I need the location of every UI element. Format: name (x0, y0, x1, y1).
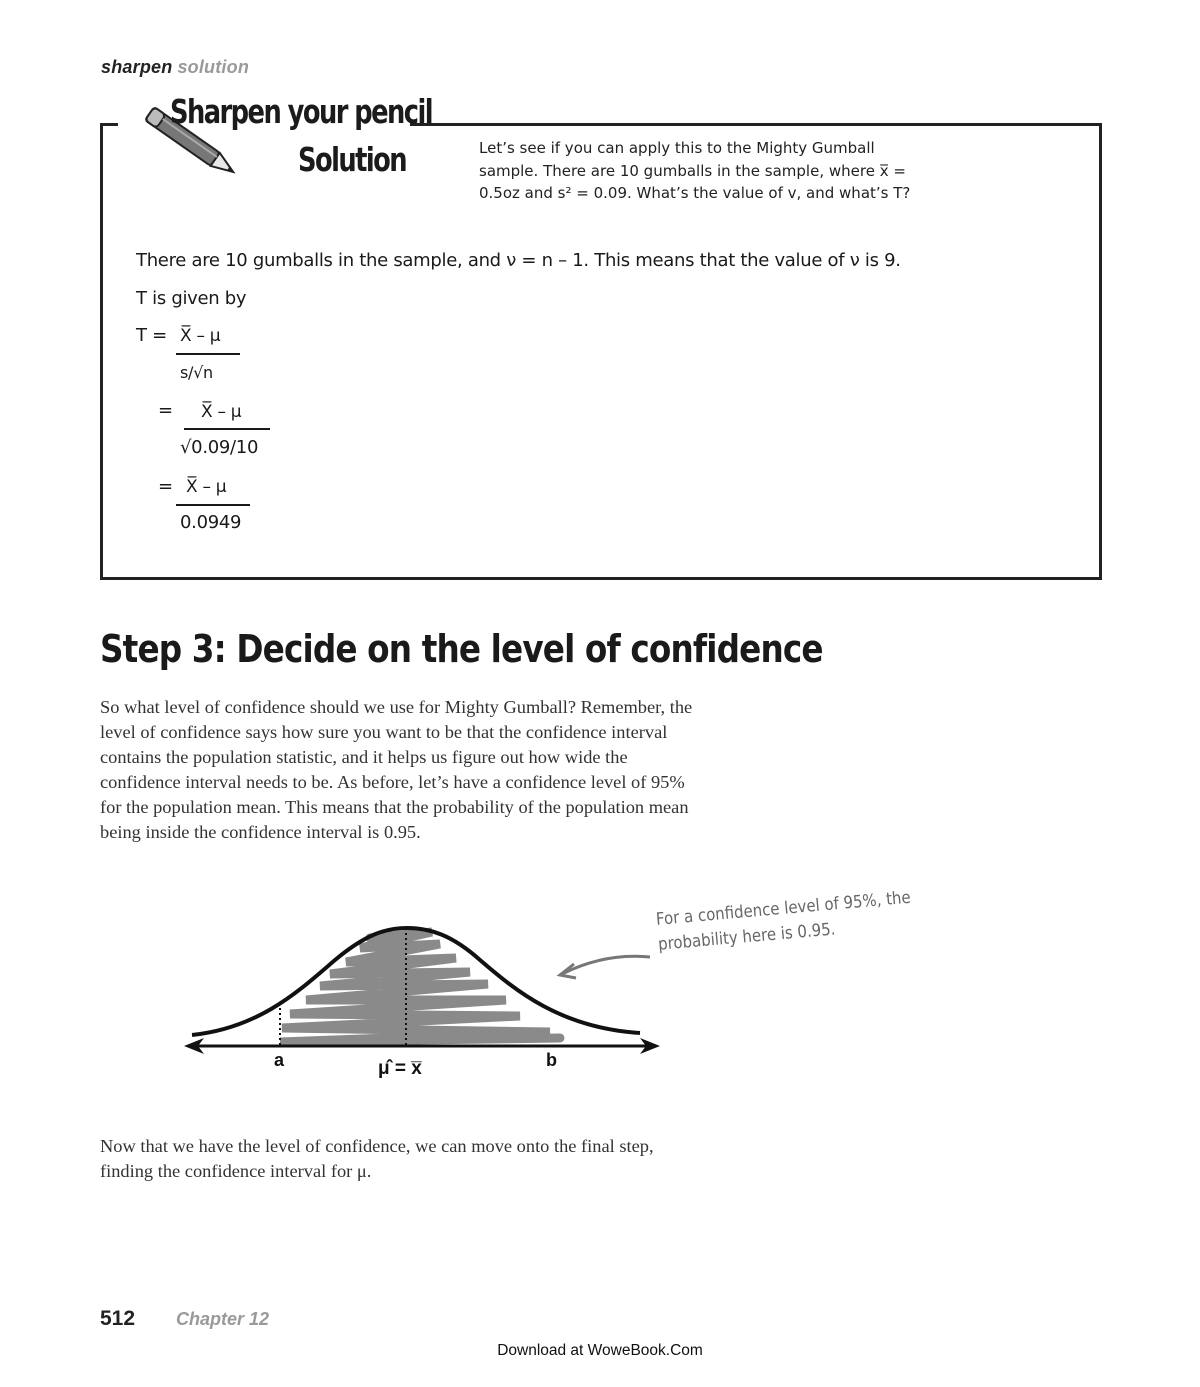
answer-line-1: There are 10 gumballs in the sample, and ν = n – 1. This means that the value of ν is 9. (136, 250, 901, 271)
eq-denominator-2: √0.09/10 (180, 437, 259, 458)
label-a: a (274, 1050, 285, 1070)
sharpen-title: Sharpen your pencil (170, 92, 433, 131)
fraction-bar-3 (176, 504, 250, 506)
header-light: solution (177, 57, 250, 77)
eq-equals-2: = (158, 400, 173, 421)
sharpen-question: Let’s see if you can apply this to the Mighty Gumball sample. There are 10 gumballs in the sample, where x̅ = 0.5oz and s² = 0.09. What’s the value of v, and what’s T? (479, 139, 911, 202)
answer-line-2: T is given by (136, 288, 247, 309)
annotation-line-1: For a confidence level of 95%, the (655, 887, 912, 930)
eq-equals-3: = (158, 476, 173, 497)
eq-t-lhs: T = (136, 325, 167, 346)
paragraph-2: Now that we have the level of confidence, we can move onto the final step, finding the confidence interval for μ. (100, 1136, 654, 1181)
eq-denominator-3: 0.0949 (180, 512, 242, 533)
paragraph-1: So what level of confidence should we use for Mighty Gumball? Remember, the level of confidence says how sure you want to be that the confidence interval contains the population statistic, and it helps us figure out how wide the confidence interval needs to be. As before, let’s have a confidence level of 95% for the population mean. This means that the probability of the population mean being inside the confidence interval is 0.95. (100, 697, 693, 842)
chapter-label: Chapter 12 (176, 1309, 270, 1329)
annotation-arrow-icon (550, 940, 660, 985)
running-header (101, 57, 249, 78)
eq-numerator-1: X̅ – μ (180, 326, 221, 346)
eq-numerator-3: X̅ – μ (186, 477, 227, 497)
page-number: 512 (100, 1307, 136, 1330)
annotation-line-2: probability here is 0.95. (657, 919, 837, 955)
fraction-bar-1 (176, 353, 240, 355)
fraction-bar-2 (184, 428, 270, 430)
eq-denominator-1: s/√n (180, 363, 213, 382)
eq-numerator-2: X̅ – μ (201, 402, 242, 422)
diagram-annotation (655, 886, 914, 958)
sharpen-subtitle: Solution (298, 140, 407, 179)
download-credit: Download at WoweBook.Com (497, 1342, 703, 1359)
shaded-area (280, 932, 560, 1042)
header-bold: sharpen (101, 57, 173, 77)
step-heading: Step 3: Decide on the level of confidence (100, 627, 823, 671)
label-b: b (546, 1050, 557, 1070)
normal-curve-diagram (170, 900, 670, 1090)
label-mu: μ̂ = x̅ (378, 1058, 422, 1079)
